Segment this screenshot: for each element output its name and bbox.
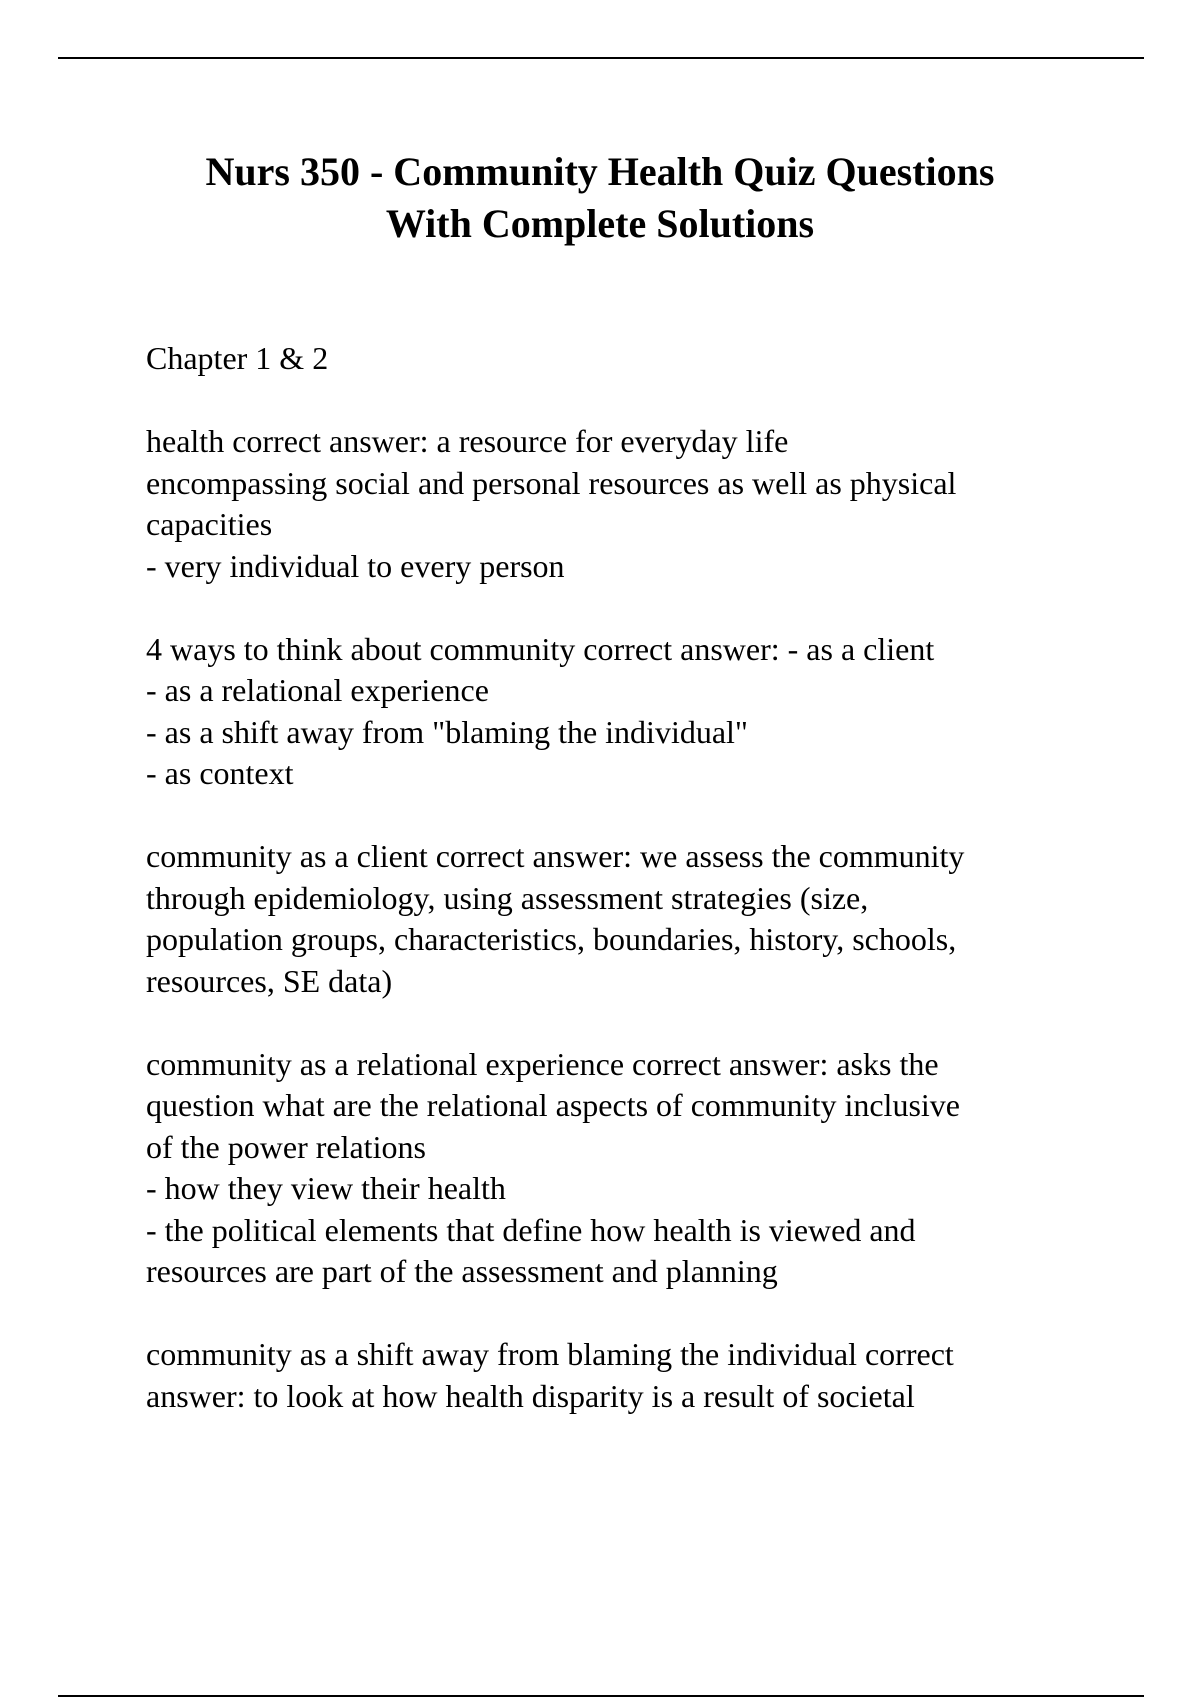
entry-line: community as a client correct answer: we assess the community [146,838,965,874]
title-line-1: Nurs 350 - Community Health Quiz Questions [205,149,995,194]
entry-line: - as a relational experience [146,672,489,708]
qa-entry-shift-away [146,1334,1146,1417]
entry-line: - the political elements that define how health is viewed and [146,1211,916,1248]
spacer [146,380,1146,422]
entry-line: question what are the relational aspects of community inclusive [146,1087,960,1123]
entry-line: community as a shift away from blaming the individual correct [146,1336,954,1372]
entry-line: - as a shift away from "blaming the individual" [146,713,748,750]
spacer [146,587,1146,629]
chapter-heading: Chapter 1 & 2 [146,340,329,376]
entry-line: health correct answer: a resource for everyday life [146,423,789,459]
document-body [146,338,1146,1417]
entry-line: population groups, characteristics, boundaries, history, schools, [146,921,957,957]
qa-entry-health [146,421,1146,587]
top-divider [58,57,1144,59]
entry-line: community as a relational experience correct answer: asks the [146,1045,939,1082]
entry-line: resources are part of the assessment and planning [146,1253,778,1289]
title-line-2: With Complete Solutions [385,201,815,246]
entry-line: resources, SE data) [146,962,393,999]
entry-line: through epidemiology, using assessment strategies (size, [146,879,869,916]
bottom-divider [58,1695,1144,1697]
qa-entry-four-ways [146,629,1146,795]
entry-line: 4 ways to think about community correct answer: - as a client [146,630,935,667]
spacer [146,1002,1146,1044]
qa-entry-relational-experience [146,1044,1146,1293]
entry-line: answer: to look at how health disparity is a result of societal [146,1377,915,1414]
entry-line: - very individual to every person [146,547,565,584]
entry-line: capacities [146,506,273,542]
entry-line: - as context [146,755,294,791]
entry-line: encompassing social and personal resources as well as physical [146,464,957,501]
entry-line: of the power relations [146,1128,426,1165]
spacer [146,1293,1146,1335]
document-title [0,146,1200,250]
qa-entry-community-client [146,836,1146,1002]
entry-line: - how they view their health [146,1170,506,1206]
spacer [146,795,1146,837]
